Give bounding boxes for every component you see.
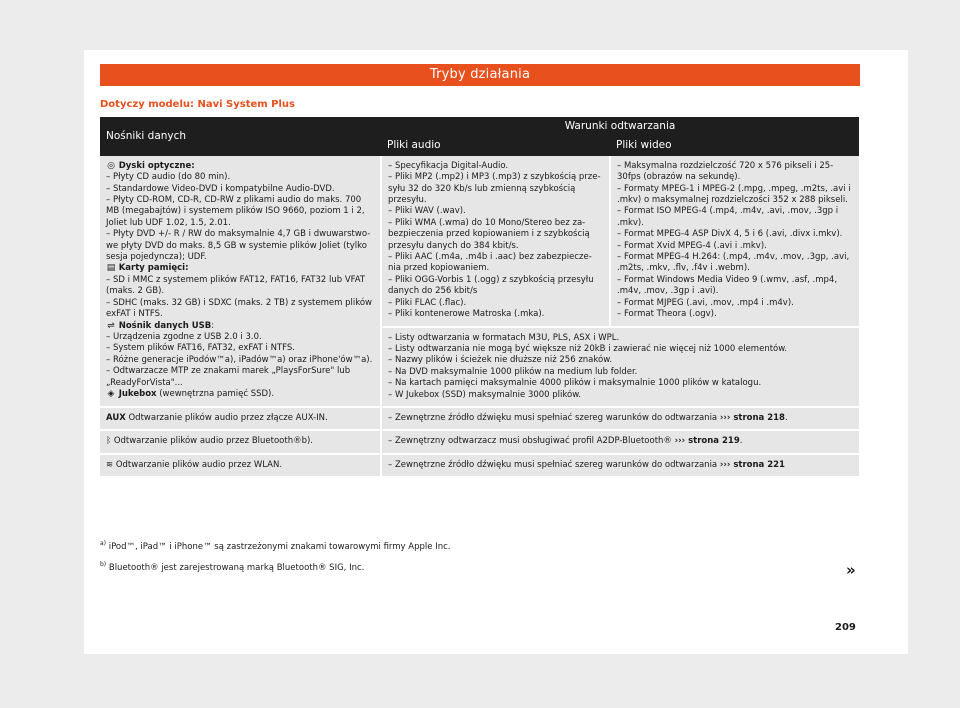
footnote (100, 535, 450, 556)
video-line: – Format MPEG-4 ASP DivX 4, 5 i 6 (.avi, .divx i.mkv). (617, 229, 843, 240)
condition-text: – Zewnętrzny odtwarzacz musi obsługiwać profil A2DP-Bluetooth® (388, 436, 672, 447)
card-line: – SDHC (maks. 32 GB) i SDXC (maks. 2 TB) z systemem plików exFAT i NTFS. (106, 297, 372, 320)
usb-line: – Odtwarzacze MTP ze znakami marek „PlaysForSure" lub „ReadyForVista"... (106, 366, 351, 388)
header-conditions: Warunki odtwarzania (381, 117, 859, 136)
source-label: Odtwarzanie plików audio przez Bluetooth®b). (113, 436, 314, 447)
playlist-line: – Listy odtwarzania w formatach M3U, PLS, ASX i WPL. (388, 332, 620, 343)
audio-line: – Pliki WMA (.wma) do 10 Mono/Stereo bez za-bezpieczenia przed kopiowaniem i z szybkością przesyłu danych do 384 kbit/s. (388, 217, 590, 251)
audio-line: – Pliki OGG-Vorbis 1 (.ogg) z szybkością przesyłu danych do 256 kbit/s (388, 274, 594, 297)
video-cell (610, 156, 859, 327)
audio-line: – Pliki WAV (.wav). (388, 206, 466, 217)
condition-tail: . (739, 436, 743, 447)
video-line: – Formaty MPEG-1 i MPEG-2 (.mpg, .mpeg, .m2ts, .avi i .mkv) o maksymalnej rozdzielczości 352 x 288 pikseli. (617, 183, 851, 206)
playlist-line: – W Jukebox (SSD) maksymalnie 3000 plików. (388, 389, 582, 400)
footnote-mark: b) (100, 560, 107, 568)
video-line: – Format MPEG-4 H.264: (.mp4, .m4v, .mov, .3gp, .avi, .m2ts, .mkv, .flv, .f4v i .webm). (617, 252, 850, 274)
playlist-cell (381, 327, 859, 407)
disc-icon: ◎ (107, 160, 115, 171)
footnotes (100, 535, 450, 577)
audio-line: – Pliki AAC (.m4a, .m4b i .aac) bez zabezpiecze-nia przed kopiowaniem. (388, 252, 592, 274)
usb-line: – Różne generacje iPodów™a), iPadów™a) oraz iPhone'ów™a). (106, 354, 373, 365)
playlist-line: – Na DVD maksymalnie 1000 plików na medium lub folder. (388, 366, 638, 377)
header-audio: Pliki audio (381, 136, 610, 155)
media-cell: ◎ Dyski optyczne: – Płyty CD audio (do 80 min). – Standardowe Video-DVD i kompatybilne Audio-DVD. – Płyty CD-ROM, CD-R, CD-RW z plikami audio do maks. 700 MB (megabajtów) i systemem plików ISO 9660, poziom 1 i 2, Joliet lub UDF 1.02, 1.5, 2.01. – Płyty DVD +/- R / RW do maksymalnie 4,7 GB i dwuwarstwo-we płyty DVD do maks. 8,5 GB w systemie plików Joliet (tylko sesja pojedyncza); UDF. ▤ Karty pamięci: – SD i MMC z systemem plików FAT12, FAT16, FAT32 lub VFAT (maks. 2 GB). – SDHC (maks. 32 GB) i SDXC (maks. 2 TB) z systemem plików exFAT i NTFS. ⇌ Nośnik danych USB: – Urządzenia zgodne z USB 2.0 i 3.0. – System plików FAT16, FAT32, exFAT i NTFS. – Różne generacje iPodów™a), iPadów™a) oraz iPhone'ów™a). – Odtwarzacze MTP ze znakami marek „PlaysForSure" lub „ReadyForVista"... ◈ Jukebox (wewnętrzna pamięć SSD). (100, 156, 381, 407)
playlist-line: – Listy odtwarzania nie mogą być większe niż 20kB i zawierać nie więcej niż 1000 elementów. (388, 343, 788, 354)
playlist-line: – Na kartach pamięci maksymalnie 4000 plików i maksymalnie 1000 plików w katalogu. (388, 378, 762, 389)
audio-line: – Pliki MP2 (.mp2) i MP3 (.mp3) z szybkością prze-syłu 32 do 320 Kb/s lub zmienną szybkością przesyłu. (388, 172, 601, 206)
aux-icon: AUX (106, 412, 126, 423)
audio-line: – Pliki kontenerowe Matroska (.mka). (388, 309, 545, 320)
footnote-text: Bluetooth® jest zarejestrowaną marką Bluetooth® SIG, Inc. (108, 562, 365, 573)
usb-line: – System plików FAT16, FAT32, exFAT i NTFS. (106, 343, 296, 354)
condition-text: – Zewnętrzne źródło dźwięku musi spełniać szereg warunków do odtwarzania (388, 412, 718, 423)
table-row (100, 430, 859, 453)
card-line: – SD i MMC z systemem plików FAT12, FAT16, FAT32 lub VFAT (maks. 2 GB). (106, 274, 366, 297)
audio-line: – Specyfikacja Digital-Audio. (388, 160, 509, 171)
page-number: 209 (835, 622, 856, 633)
page-link[interactable]: ››› strona 219 (674, 436, 740, 447)
header-video: Pliki wideo (610, 136, 859, 155)
condition-text: – Zewnętrzne źródło dźwięku musi spełniać szereg warunków do odtwarzania (388, 459, 718, 470)
table-row (100, 407, 859, 430)
audio-cell (381, 156, 610, 327)
memory-card-icon: ▤ (106, 263, 116, 274)
usb-icon: ⇌ (107, 320, 115, 331)
jukebox-desc: (wewnętrzna pamięć SSD). (156, 388, 275, 399)
model-note: Dotyczy modelu: Navi System Plus (100, 99, 295, 110)
wlan-icon: ≋ (106, 459, 114, 470)
optical-line: – Płyty CD-ROM, CD-R, CD-RW z plikami audio do maks. 700 MB (megabajtów) i systemem plików ISO 9660, poziom 1 i 2, Joliet lub UDF 1.02, 1.5, 2.01. (106, 195, 365, 228)
table-row (100, 454, 859, 477)
video-line: – Format Theora (.ogv). (617, 309, 717, 320)
video-line: – Format Windows Media Video 9 (.wmv, .asf, .mp4, .m4v, .mov, .3gp i .avi). (617, 274, 838, 297)
header-media: Nośniki danych (100, 117, 381, 156)
footnote (100, 556, 450, 577)
condition-tail: . (784, 412, 788, 423)
usb-title: Nośnik danych USB (118, 320, 212, 331)
optical-title: Dyski optyczne: (118, 160, 195, 171)
optical-line: – Płyty DVD +/- R / RW do maksymalnie 4,7 GB i dwuwarstwo-we płyty DVD do maks. 8,5 GB w systemie plików Joliet (tylko sesja pojedyncza); UDF. (106, 229, 371, 263)
video-line: – Maksymalna rozdzielczość 720 x 576 pikseli i 25-30fps (obrazów na sekundę). (617, 160, 834, 183)
page-link[interactable]: ››› strona 218 (719, 412, 785, 423)
video-line: – Format MJPEG (.avi, .mov, .mp4 i .m4v). (617, 297, 794, 308)
footnote-text: iPod™, iPad™ i iPhone™ są zastrzeżonymi znakami towarowymi firmy Apple Inc. (108, 541, 451, 552)
card-title: Karty pamięci: (118, 263, 189, 274)
playlist-line: – Nazwy plików i ścieżek nie dłuższe niż 256 znaków. (388, 355, 613, 366)
page-link[interactable]: ››› strona 221 (719, 459, 785, 470)
video-line: – Format ISO MPEG-4 (.mp4, .m4v, .avi, .mov, .3gp i .mkv). (617, 206, 839, 228)
source-label: Odtwarzanie plików audio przez złącze AUX-IN. (128, 412, 328, 423)
optical-line: – Standardowe Video-DVD i kompatybilne Audio-DVD. (106, 183, 335, 194)
bluetooth-icon: ᛒ (106, 436, 112, 447)
continue-arrow-icon: » (846, 561, 856, 579)
playback-table (100, 117, 859, 478)
optical-line: – Płyty CD audio (do 80 min). (106, 172, 231, 183)
source-label: Odtwarzanie plików audio przez WLAN. (115, 459, 283, 470)
jukebox-title: Jukebox (118, 388, 157, 399)
video-line: – Format Xvid MPEG-4 (.avi i .mkv). (617, 240, 767, 251)
section-banner: Tryby działania (100, 64, 860, 86)
jukebox-icon: ◈ (107, 388, 115, 399)
footnote-mark: a) (100, 540, 107, 547)
audio-line: – Pliki FLAC (.flac). (388, 297, 467, 308)
usb-line: – Urządzenia zgodne z USB 2.0 i 3.0. (106, 331, 262, 342)
